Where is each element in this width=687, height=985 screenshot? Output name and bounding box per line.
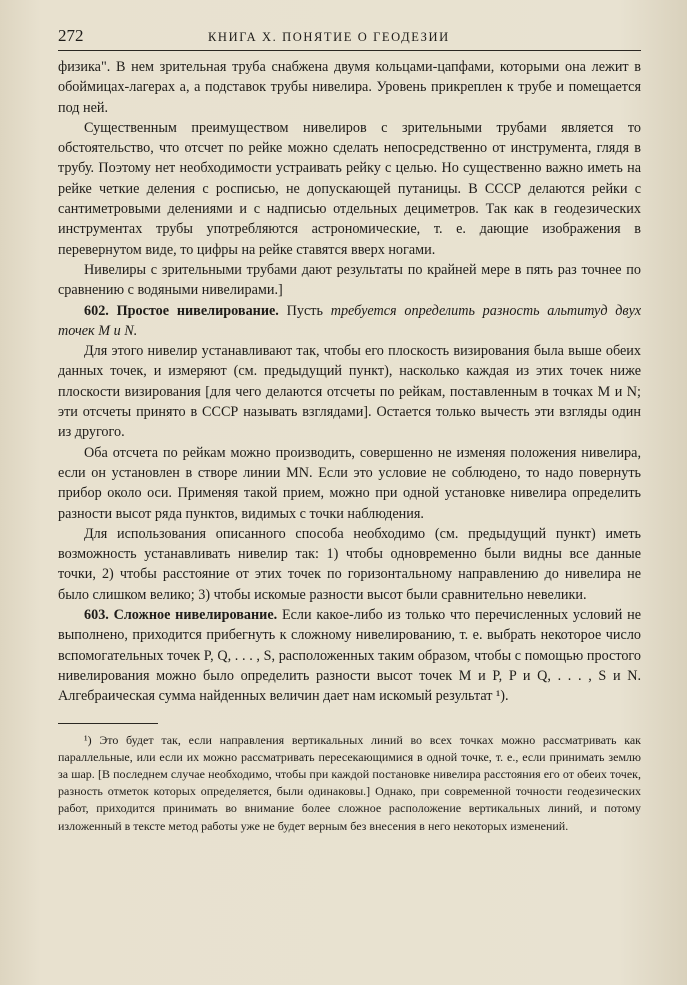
- section-603-intro: [58, 605, 641, 706]
- page-number: 272: [58, 26, 84, 45]
- page-header: [58, 26, 641, 51]
- section-602-intro: [58, 301, 641, 342]
- page-body: [58, 57, 641, 707]
- paragraph: физика". В нем зрительная труба снабжена двумя кольцами-цапфами, которыми она лежит в обоймицах-лагерах a, a подставок трубы нивелира. Уровень прикреплен к трубе и помещается под ней.: [58, 59, 641, 116]
- section-602-lead: Пусть: [286, 302, 323, 319]
- section-heading-603: 603. Сложное нивелирование.: [84, 607, 278, 624]
- paragraph: Для использования описанного способа необходимо (см. предыдущий пункт) иметь возможность устанавливать нивелир так: 1) чтобы одновременно были видны все данные точки, 2) чтобы расстояние от этих точек по горизонтальному направлению до нивелира не было слишком велико; 3) чтобы искомые разности высот были сравнительно невелики.: [58, 525, 641, 603]
- paragraph: Нивелиры с зрительными трубами дают результаты по крайней мере в пять раз точнее по сравнению с водяными нивелирами.]: [58, 261, 641, 299]
- footnote-text: Это будет так, если направления вертикальных линий во всех точках можно рассматривать как параллельные, или если их можно рассматривать пересекающимися в одной точке, т. е., если принимать землю за шар. [В последнем случае необходимо, чтобы при каждой постановке нивелира расстояния его от обеих точек, разность отметок которых определяется, были одинаковы.] Однако, при современной точности геодезических работ, приходится принимать во внимание более сложное расположение вертикальных линий, и потому изложенный в тексте метод работы уже не будет верным без внесения в него некоторых изменений.: [58, 732, 641, 833]
- footnote-marker: ¹): [84, 732, 92, 747]
- footnote-divider: [58, 723, 158, 724]
- paragraph: Оба отсчета по рейкам можно производить, совершенно не изменяя положения нивелира, если он установлен в створе линии MN. Если это условие не соблюдено, то надо повернуть прибор около оси. Применяя такой прием, можно при одной установке нивелира определить разности высот ряда пунктов, видимых с точки наблюдения.: [58, 444, 641, 522]
- section-603-text: Если какое-либо из только что перечисленных условий не выполнено, приходится прибегнуть к сложному нивелированию, т. е. выбрать некоторое число вспомогательных точек P, Q, . . . , S, расположенных таким образом, чтобы с помощью простого нивелирования можно было определить разности высот точек M и P, P и Q, . . . , S и N. Алгебраическая сумма найденных величин дает нам искомый результат ¹).: [58, 607, 641, 705]
- paragraph: Для этого нивелир устанавливают так, чтобы его плоскость визирования была выше обеих данных точек, и измеряют (см. предыдущий пункт), насколько каждая из этих точек ниже плоскости визирования [для чего делаются отсчеты по рейкам, поставленным в точках M и N; эти отсчеты принято в СССР называть взглядами]. Остается только вычесть эти взгляды один из другого.: [58, 343, 641, 441]
- section-602-task: требуется определить разность альтитуд двух точек M и N.: [58, 302, 641, 339]
- running-title: КНИГА X. ПОНЯТИЕ О ГЕОДЕЗИИ: [208, 30, 450, 44]
- paragraph: Существенным преимуществом нивелиров с зрительными трубами является то обстоятельство, что отсчет по рейке можно сделать непосредственно от инструмента, глядя в трубу. Поэтому нет необходимости устраивать рейку с целью. Но существенно важно иметь на рейке четкие деления с росписью, не допускающей путаницы. В СССР делаются рейки с сантиметровыми делениями и с надписью отдельных дециметров. Так как в геодезических инструментах трубы употребляются астрономические, т. е. дающие изображения в перевернутом виде, то цифры на рейке ставятся вверх ногами.: [58, 119, 641, 258]
- footnote: [58, 732, 641, 835]
- section-heading-602: 602. Простое нивелирование.: [84, 302, 279, 319]
